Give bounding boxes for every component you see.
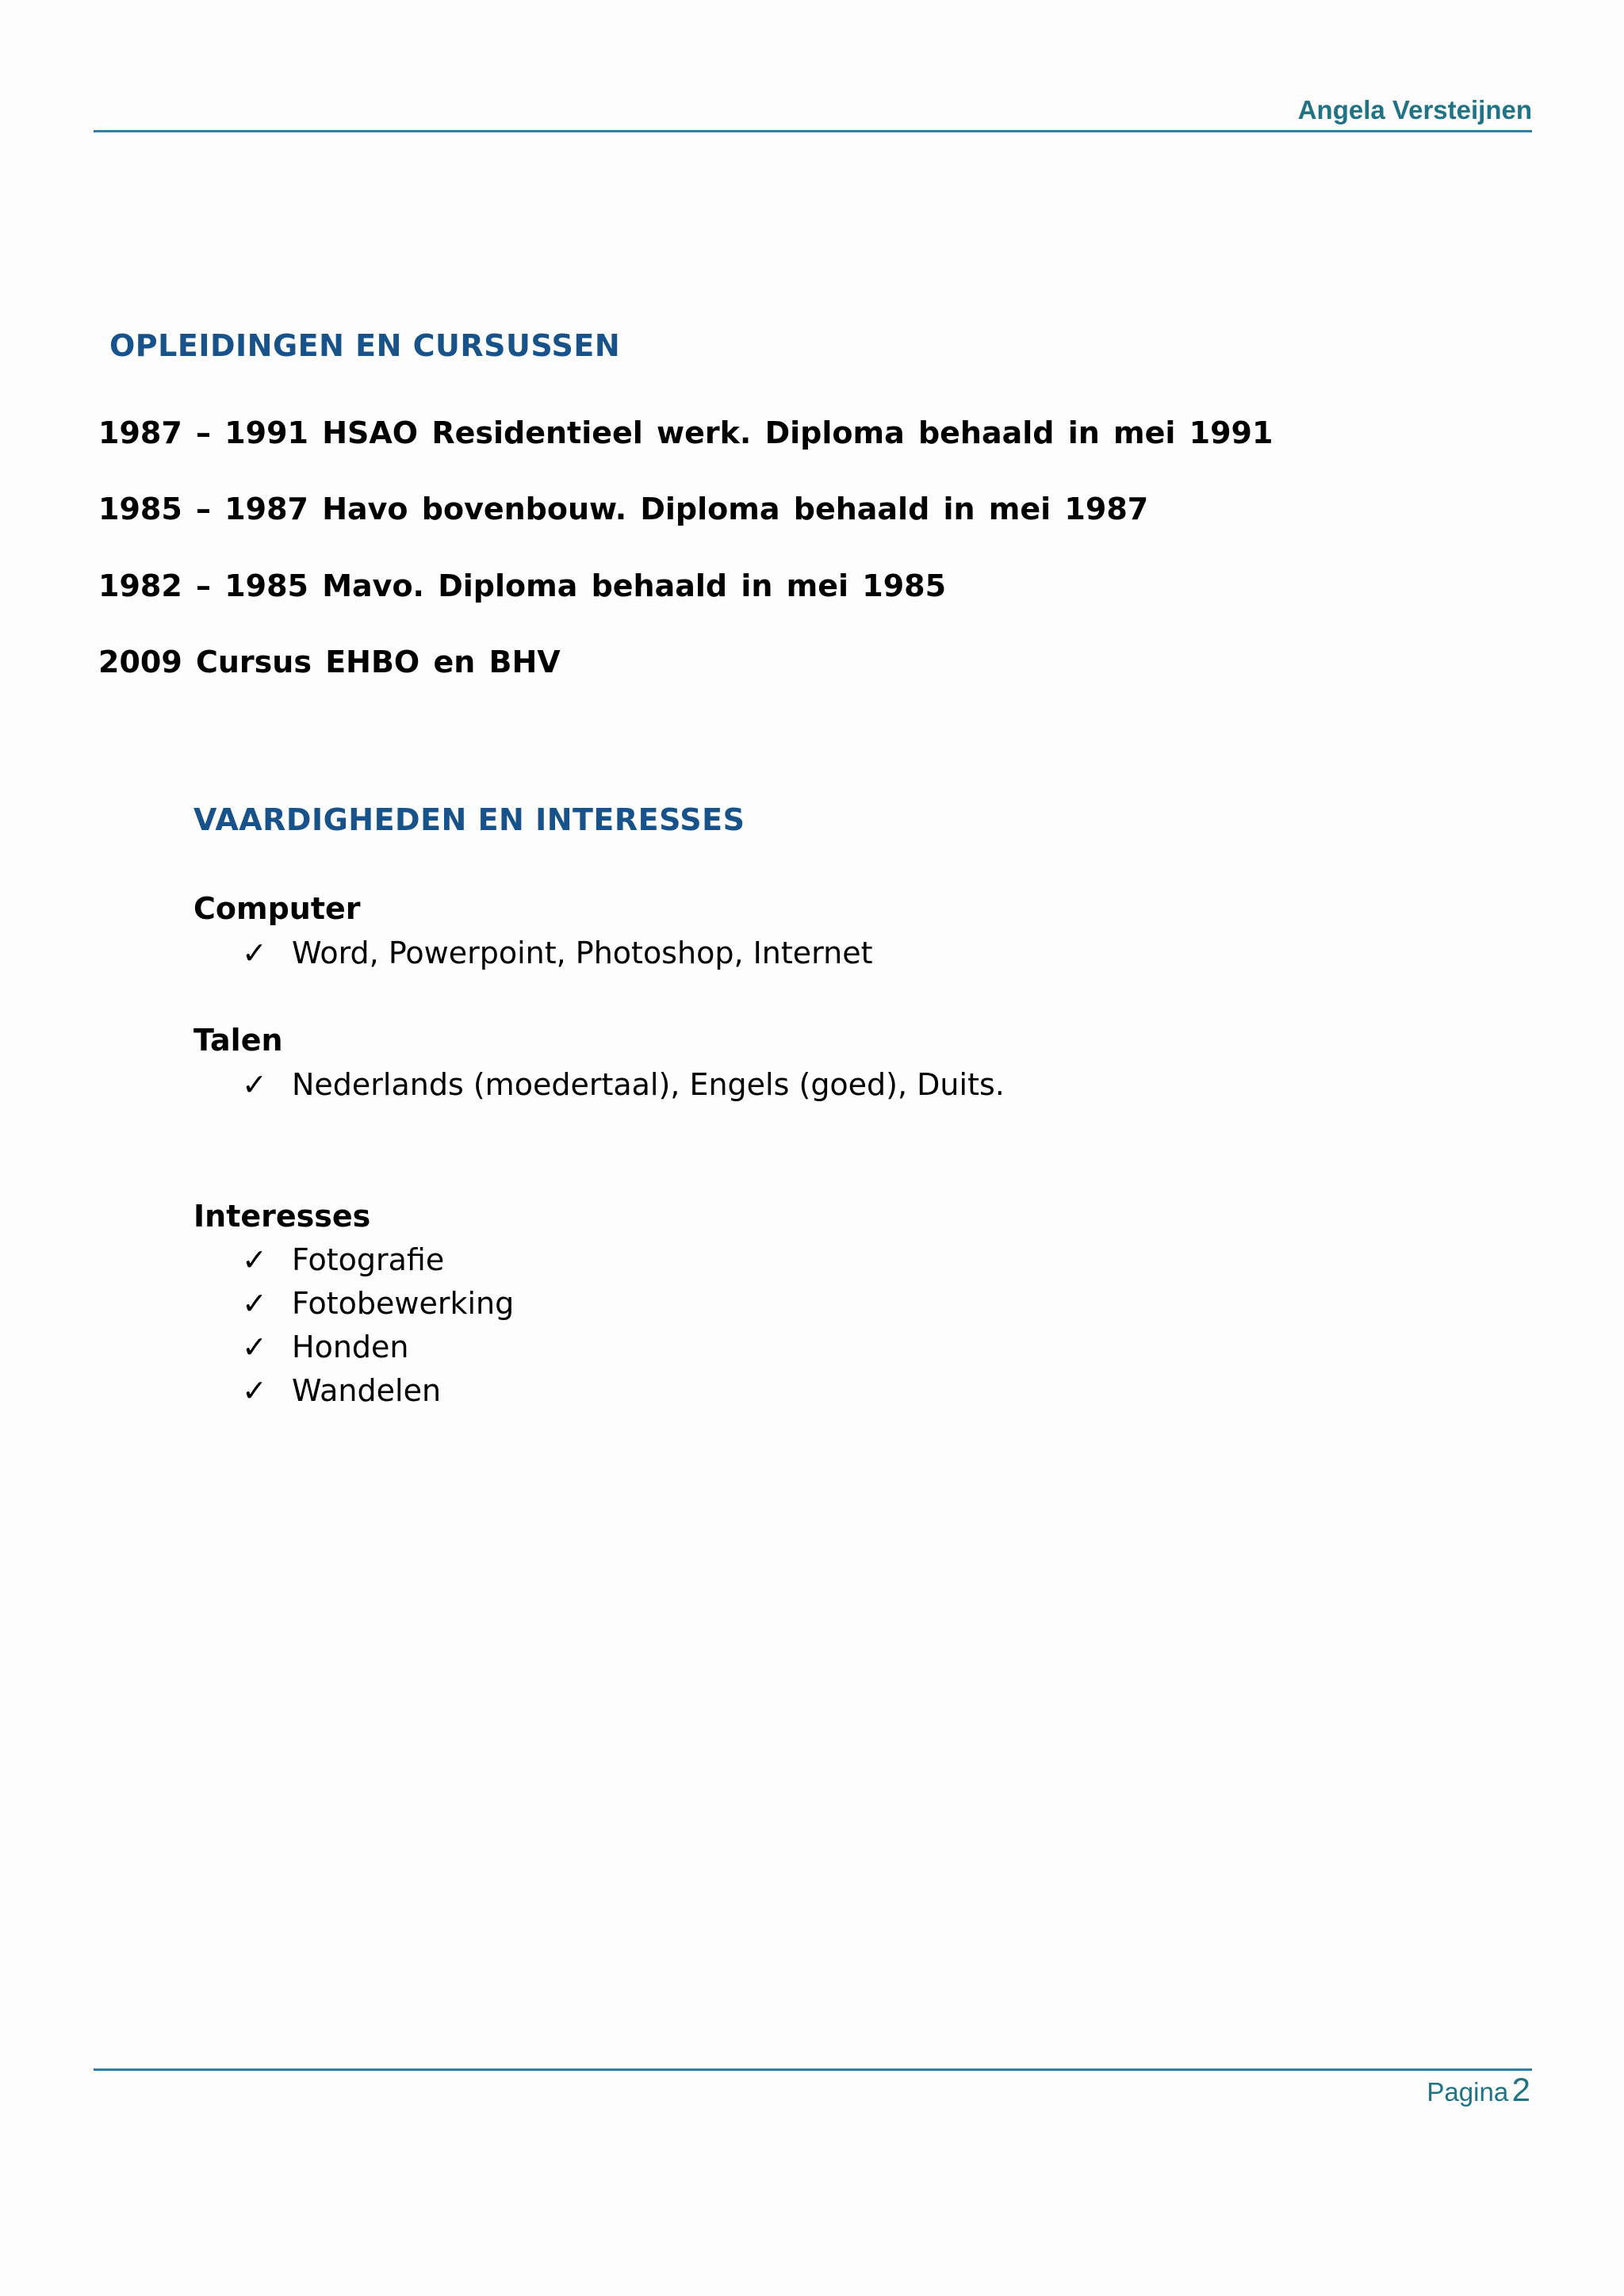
list-item-text: Honden xyxy=(292,1330,409,1364)
education-item: 1987 – 1991 HSAO Residentieel werk. Diploma behaald in mei 1991 xyxy=(98,415,1274,450)
education-item: 1985 – 1987 Havo bovenbouw. Diploma behaald in mei 1987 xyxy=(98,492,1149,526)
list-item xyxy=(242,1373,441,1408)
header-author-name: Angela Versteijnen xyxy=(1297,95,1532,124)
check-icon: ✓ xyxy=(242,1067,267,1102)
check-icon: ✓ xyxy=(242,1286,267,1321)
list-item xyxy=(242,1330,409,1364)
check-icon: ✓ xyxy=(242,1330,267,1364)
list-item xyxy=(242,1242,444,1277)
footer-page-label: Pagina xyxy=(1427,2077,1509,2107)
check-icon: ✓ xyxy=(242,1373,267,1408)
subheading-talen: Talen xyxy=(193,1023,283,1058)
section-title-education: OPLEIDINGEN EN CURSUSSEN xyxy=(109,328,621,363)
list-item-text: Fotobewerking xyxy=(292,1286,515,1321)
footer-rule xyxy=(94,2068,1532,2071)
section-title-skills: VAARDIGHEDEN EN INTERESSES xyxy=(193,802,745,837)
header-rule xyxy=(94,130,1532,132)
education-item: 1982 – 1985 Mavo. Diploma behaald in mei 1985 xyxy=(98,568,947,603)
list-item-text: Wandelen xyxy=(292,1373,442,1408)
list-item xyxy=(242,1067,1005,1102)
list-item xyxy=(242,936,872,970)
list-item-text: Nederlands (moedertaal), Engels (goed), Duits. xyxy=(292,1067,1005,1102)
footer-page-number: 2 xyxy=(1511,2071,1530,2108)
list-item-text: Word, Powerpoint, Photoshop, Internet xyxy=(292,936,873,970)
check-icon: ✓ xyxy=(242,936,267,970)
education-item: 2009 Cursus EHBO en BHV xyxy=(98,645,561,679)
page-footer xyxy=(1427,2071,1530,2109)
subheading-interesses: Interesses xyxy=(193,1199,371,1234)
list-item xyxy=(242,1286,514,1321)
check-icon: ✓ xyxy=(242,1242,267,1277)
list-item-text: Fotografie xyxy=(292,1242,445,1277)
subheading-computer: Computer xyxy=(193,891,361,926)
